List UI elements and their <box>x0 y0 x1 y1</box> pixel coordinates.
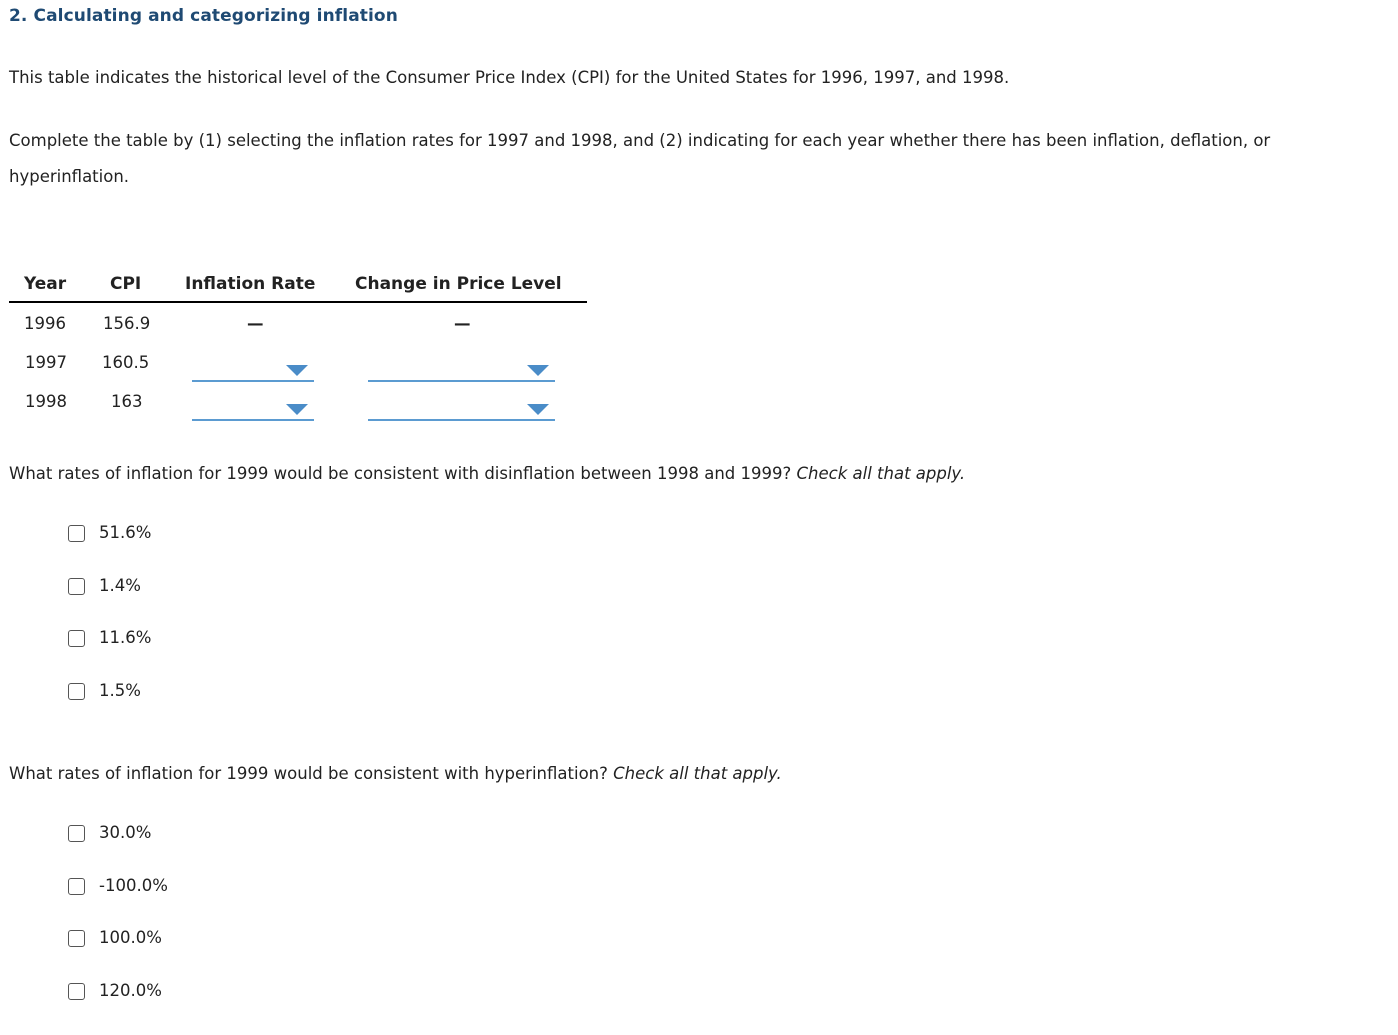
header-inflation-rate: Inflation Rate <box>185 274 316 294</box>
checkbox[interactable] <box>68 983 85 1000</box>
inflation-rate-1998-dropdown[interactable] <box>192 399 314 421</box>
cpi-cell: 156.9 <box>103 314 151 333</box>
change-cell: — <box>454 314 471 333</box>
table-row <box>9 342 587 381</box>
checkbox[interactable] <box>68 930 85 947</box>
checkbox[interactable] <box>68 683 85 700</box>
table-row <box>9 381 587 420</box>
instructions-text: Complete the table by (1) selecting the inflation rates for 1997 and 1998, and (2) indicating for each year whether there has been inflation, deflation, or hyperinflation. <box>9 131 1271 186</box>
checkbox[interactable] <box>68 578 85 595</box>
table-row <box>9 303 587 342</box>
checkbox[interactable] <box>68 525 85 542</box>
chevron-down-icon <box>286 404 308 415</box>
checkbox[interactable] <box>68 825 85 842</box>
year-cell: 1997 <box>25 353 67 372</box>
intro-text: This table indicates the historical level of the Consumer Price Index (CPI) for the United States for 1996, 1997, and 1998. <box>9 68 1010 87</box>
chevron-down-icon <box>527 404 549 415</box>
cpi-table <box>9 270 587 420</box>
price-level-change-1997-dropdown[interactable] <box>368 360 555 382</box>
cpi-cell: 163 <box>111 392 143 411</box>
header-change-in-price-level: Change in Price Level <box>355 274 562 294</box>
hyperinflation-question: What rates of inflation for 1999 would be consistent with hyperinflation? Check all that apply. <box>9 764 782 783</box>
inflation-rate-1997-dropdown[interactable] <box>192 360 314 382</box>
checkbox[interactable] <box>68 630 85 647</box>
price-level-change-1998-dropdown[interactable] <box>368 399 555 421</box>
checkbox[interactable] <box>68 878 85 895</box>
header-year: Year <box>24 274 67 294</box>
chevron-down-icon <box>527 365 549 376</box>
cpi-cell: 160.5 <box>102 353 150 372</box>
section-title: 2. Calculating and categorizing inflation <box>9 6 398 26</box>
table-header <box>9 270 587 303</box>
year-cell: 1998 <box>25 392 67 411</box>
chevron-down-icon <box>286 365 308 376</box>
disinflation-question: What rates of inflation for 1999 would be consistent with disinflation between 1998 and 1999? Check all that apply. <box>9 464 966 483</box>
year-cell: 1996 <box>24 314 66 333</box>
header-cpi: CPI <box>110 274 142 294</box>
rate-cell: — <box>247 314 264 333</box>
